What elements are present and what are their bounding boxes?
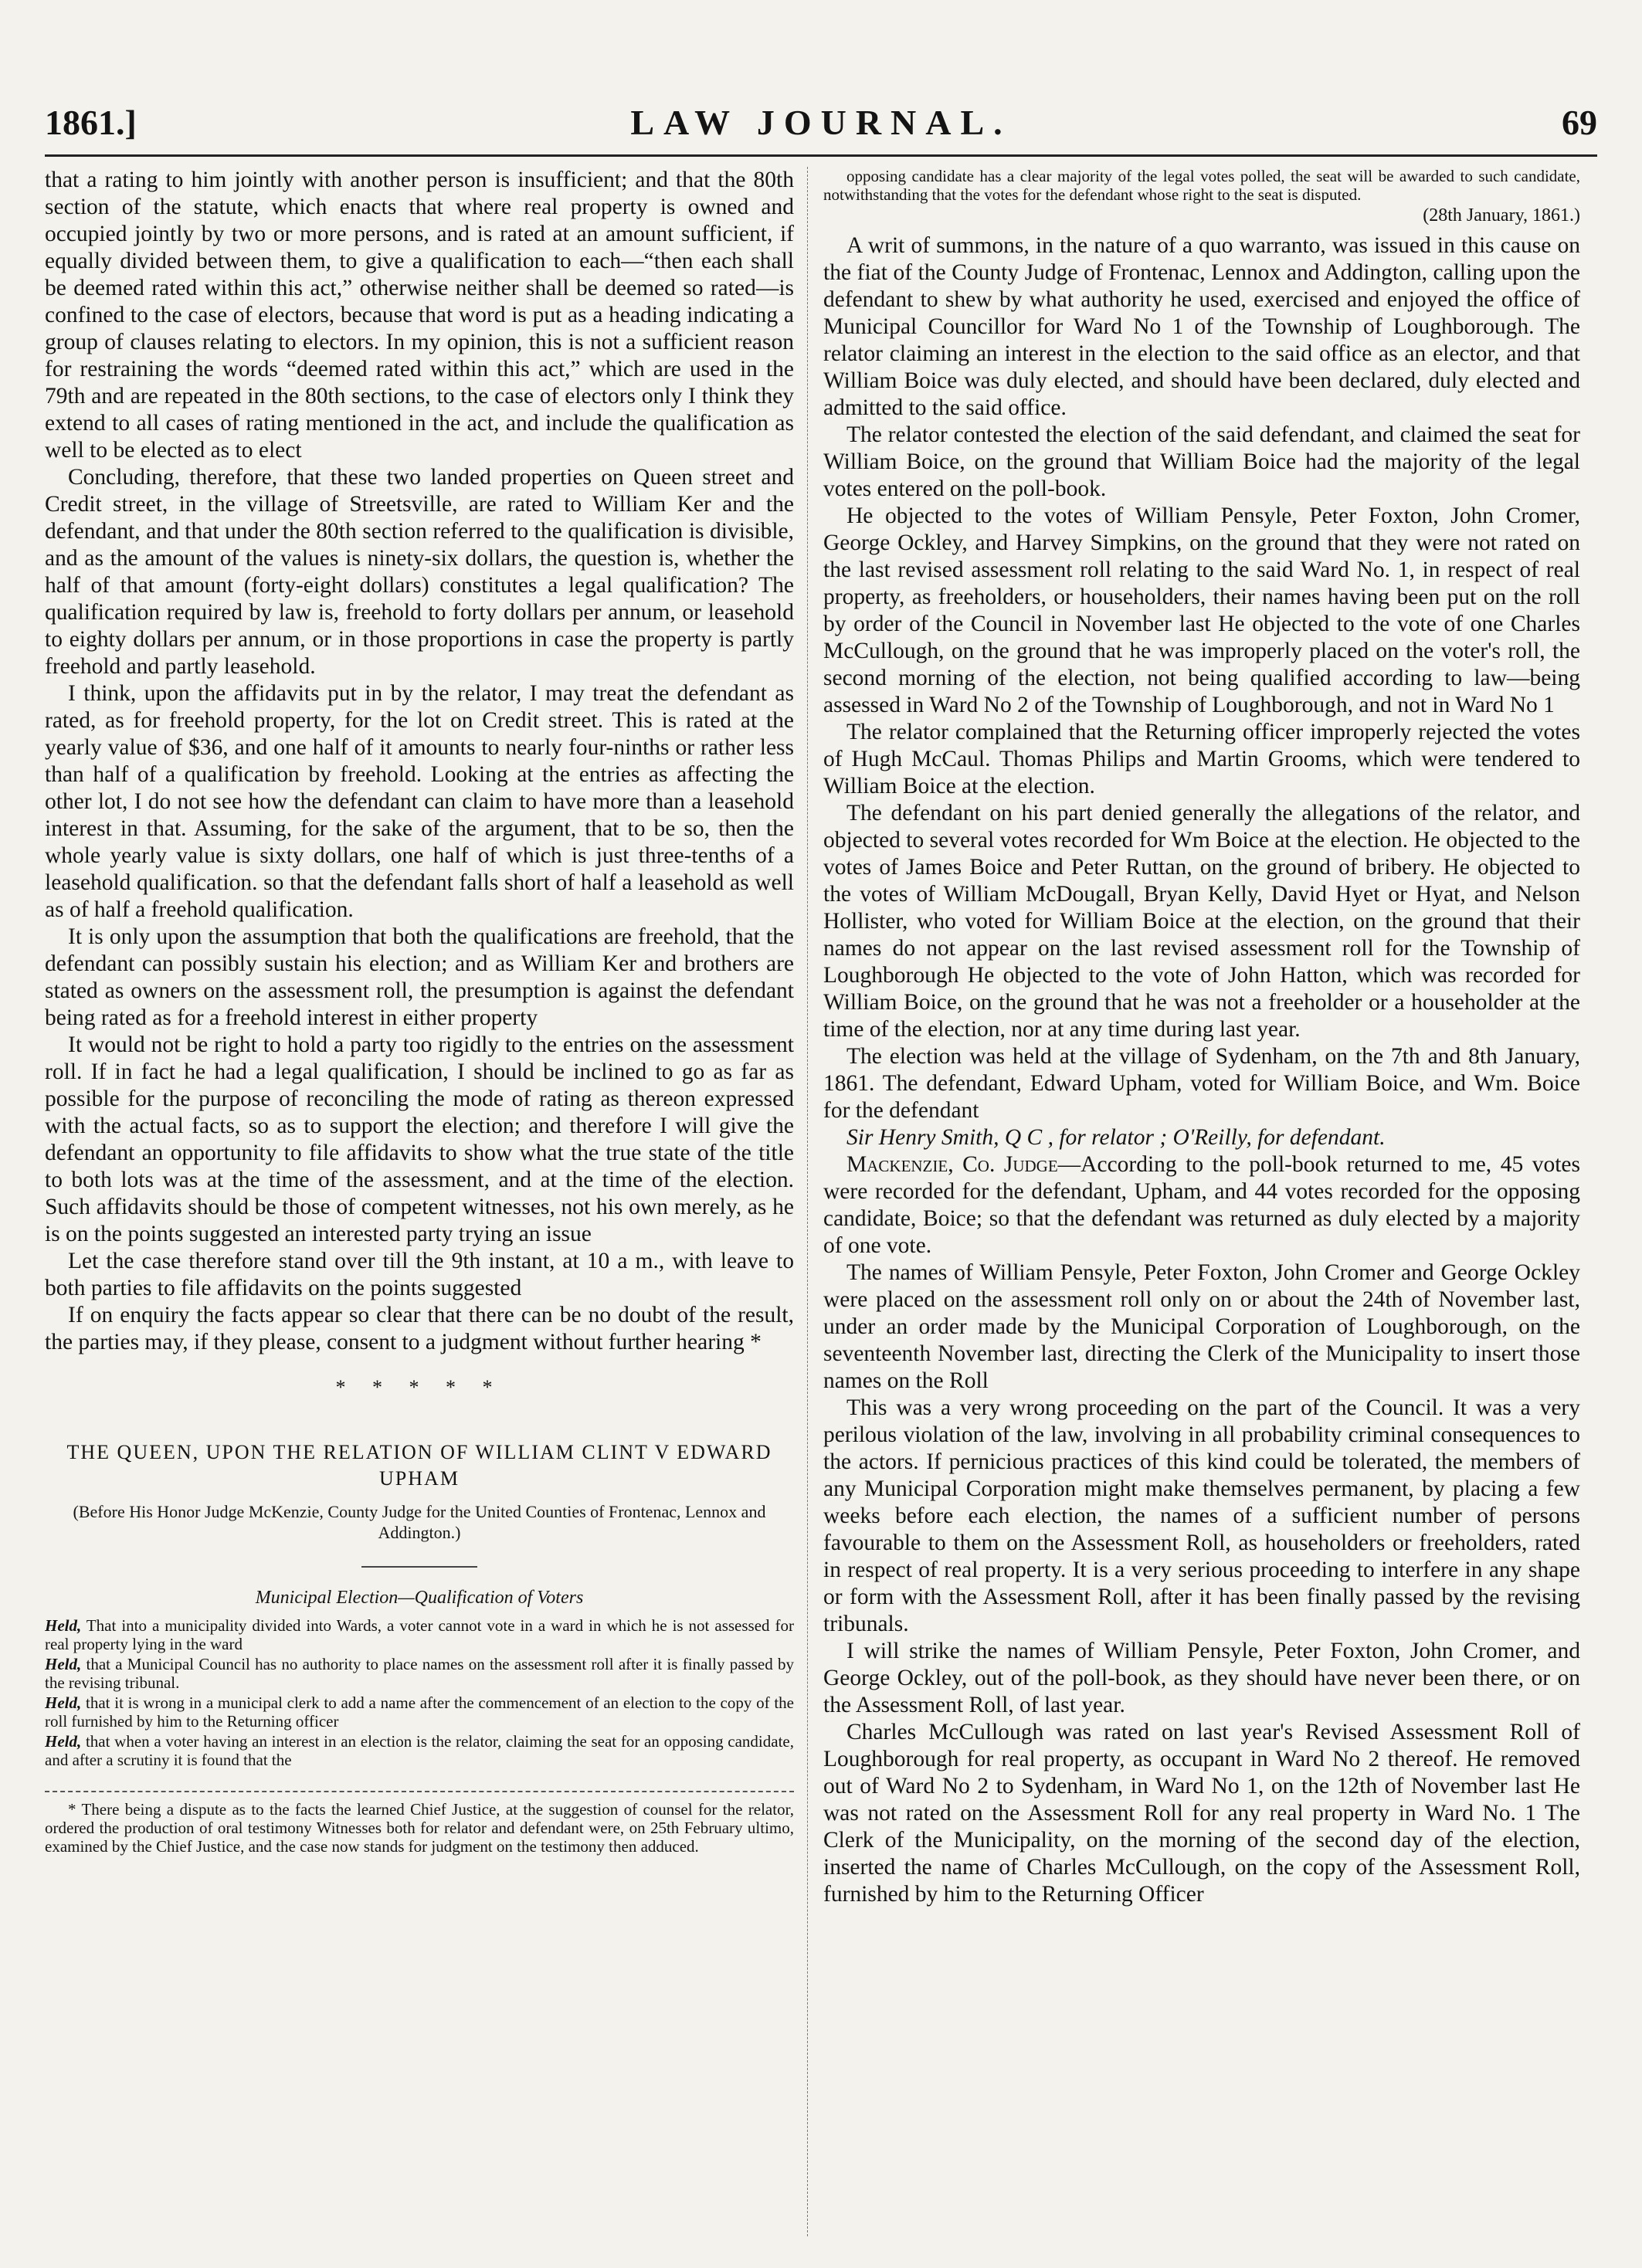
short-rule [361, 1566, 477, 1568]
footnote-rule [45, 1791, 794, 1792]
paragraph: The defendant on his part denied generally the allegations of the relator, and objected to several votes recorded for Wm Boice at the election. He objected to the votes of James Boice and Peter Ruttan, on the ground of bribery. He objected to the votes of William McDougall, Bryan Kelly, David Hyet or Hyat, and Nelson Hollister, who voted for William Boice at the election, on the ground that their names do not appear on the last revised assessment roll for the Township of Loughborough He objected to the vote of John Hatton, which was recorded for William Boice, on the ground that he was not a freeholder or a householder at the time of the election, nor at any time during last year. [823, 801, 1580, 1042]
headnote-continuation [823, 167, 1580, 204]
paragraph: Charles McCullough was rated on last year's Revised Assessment Roll of Loughborough for real property, as occupant in Ward No 2 thereof. He removed out of Ward No 2 to Sydenham, in Ward No 1, on the 12th of November last He was not rated on the Assessment Roll for any real property in Ward No. 1 The Clerk of the Municipality, on the morning of the second day of the election, inserted the name of Charles McCullough, on the copy of the Assessment Roll, furnished by him to the Returning Officer [823, 1720, 1580, 1907]
held-keyword: Held, [45, 1616, 82, 1635]
headnote-list [45, 1616, 794, 1769]
paragraph: The relator complained that the Returning officer improperly rejected the votes of Hugh McCaul. Thomas Philips and Martin Grooms, which were tendered to William Boice at the election. [823, 720, 1580, 798]
paragraph: The relator contested the election of the said defendant, and claimed the seat for William Boice, on the ground that William Boice had the majority of the legal votes entered on the poll-book. [823, 422, 1580, 501]
footnote [45, 1800, 794, 1856]
paragraph: A writ of summons, in the nature of a quo warranto, was issued in this cause on the fiat of the County Judge of Frontenac, Lennox and Addington, calling upon the defendant to shew by what authority he used, exercised and enjoyed the office of Municipal Councillor for Ward No 1 of the Township of Loughborough. The relator claiming an interest in the election to the said office as an elector, and that William Boice was duly elected, and should have been declared, duly elected and admitted to the said office. [823, 233, 1580, 420]
paragraph: The names of William Pensyle, Peter Foxton, John Cromer and George Ockley were placed on the assessment roll only on or about the 24th of November last, under an order made by the Municipal Corporation of Loughborough, on the seventeenth November last, directing the Clerk of the Municipality to insert those names on the Roll [823, 1260, 1580, 1393]
paragraph: It is only upon the assumption that both the qualifications are freehold, that the defendant can possibly sustain his election; and as William Ker and brothers are stated as owners on the assessment roll, the presumption is against the defendant being rated as for a freehold interest in either property [45, 924, 794, 1030]
paragraph: Concluding, therefore, that these two landed properties on Queen street and Credit street, in the village of Streetsville, are rated to William Ker and the defendant, and that under the 80th section referred to the qualification is divisible, and as the amount of the values is ninety-six dollars, the question is, whether the half of that amount (forty-eight dollars) constitutes a legal qualification? The qualification required by law is, freehold to forty dollars per annum, or leasehold to eighty dollars per annum, or in those proportions in case the property is partly freehold and partly leasehold. [45, 465, 794, 679]
right-column [823, 167, 1580, 2252]
held-text: That into a municipality divided into Wards, a voter cannot vote in a ward in which he is not assessed for real property lying in the ward [45, 1616, 794, 1653]
paragraph: If on enquiry the facts appear so clear that there can be no doubt of the result, the parties may, if they please, consent to a judgment without further hearing * [45, 1303, 794, 1354]
held-keyword: Held, [45, 1655, 82, 1673]
judgment-opening [823, 1151, 1580, 1259]
headnote-item [45, 1693, 794, 1731]
header-rule [45, 154, 1597, 157]
held-text: that it is wrong in a municipal clerk to add a name after the commencement of an election to the copy of the roll furnished by him to the Returning officer [45, 1693, 794, 1731]
section-separator: * * * * * [335, 1376, 504, 1398]
column-divider [807, 167, 808, 2236]
held-text: that when a voter having an interest in an election is the relator, claiming the seat for an opposing candidate, and after a scrutiny it is found that the [45, 1732, 794, 1769]
journal-title: LAW JOURNAL. [630, 103, 1012, 142]
running-header [45, 102, 1597, 148]
paragraph: Let the case therefore stand over till the 9th instant, at 10 a m., with leave to both parties to file affidavits on the points suggested [45, 1249, 794, 1300]
case-title: THE QUEEN, UPON THE RELATION OF WILLIAM CLINT V EDWARD UPHAM [66, 1441, 772, 1490]
decision-date: (28th January, 1861.) [1423, 205, 1580, 225]
paragraph: He objected to the votes of William Pensyle, Peter Foxton, John Cromer, George Ockley, and Harvey Simpkins, on the ground that they were not rated on the last revised assessment roll relating to the said Ward No. 1, in respect of real property, as freeholders, or householders, their names having been put on the roll by order of the Council in November last He objected to the vote of one Charles McCullough, on the ground that he was improperly placed on the voter's roll, the second morning of the election, not being qualified according to law—being assessed in Ward No 2 of the Township of Loughborough, and not in Ward No 1 [823, 503, 1580, 717]
paragraph: I will strike the names of William Pensyle, Peter Foxton, John Cromer, and George Ockley, out of the poll-book, as they should have never been there, or on the Assessment Roll, of last year. [823, 1639, 1580, 1717]
headnote-item [45, 1616, 794, 1653]
footnote-text: * There being a dispute as to the facts the learned Chief Justice, at the suggestion of counsel for the relator, ordered the production of oral testimony Witnesses both for relator and defendant were, on 25th February ultimo, examined by the Chief Justice, and the case now stands for judgment on the testimony then adduced. [45, 1800, 794, 1856]
paragraph: It would not be right to hold a party too rigidly to the entries on the assessment roll. If in fact he had a legal qualification, I should be inclined to go as far as possible for the purpose of reconciling the mode of rating as thereon expressed with the actual facts, so as to support the election; and therefore I will give the defendant an opportunity to file affidavits to show what the true state of the title to both lots was at the time of the assessment, and at the time of the election. Such affidavits should be those of competent witnesses, not his own merely, as he is on the points suggested an interested party trying an issue [45, 1032, 794, 1246]
court-line: (Before His Honor Judge McKenzie, County Judge for the United Counties of Frontenac, Lennox and Addington.) [73, 1502, 766, 1542]
left-column [45, 167, 794, 2252]
paragraph: I think, upon the affidavits put in by the relator, I may treat the defendant as rated, as for freehold property, for the lot on Credit street. This is rated at the yearly value of $36, and one half of it amounts to nearly four-ninths or rather less than half of a qualification by freehold. Looking at the entries as affecting the other lot, I do not see how the defendant can claim to have more than a leasehold interest in that. Assuming, for the sake of the argument, that to be so, then the whole yearly value is sixty dollars, one half of which is just three-tenths of a leasehold qualification. so that the defendant falls short of half a leasehold as well as of half a freehold qualification. [45, 681, 794, 922]
counsel-line: Sir Henry Smith, Q C , for relator ; O'Reilly, for defendant. [846, 1125, 1386, 1150]
paragraph: that a rating to him jointly with another person is insufficient; and that the 80th section of the statute, which enacts that where real property is owned and occupied jointly by two or more persons, and is rated at an amount sufficient, if equally divided between them, to give a qualification to each—“then each shall be deemed rated within this act,” otherwise neither shall be deemed so rated—is confined to the case of electors, because that word is put as a heading indicating a group of clauses relating to electors. In my opinion, this is not a sufficient reason for restraining the words “deemed rated within this act,” which are used in the 79th and are repeated in the 80th sections, to the case of electors only I think they extend to all cases of rating mentioned in the act, and include the qualification as well to be elected as to elect [45, 168, 794, 463]
judgment-text: —According to the poll-book returned to me, 45 votes were recorded for the defendant, Upham, and 44 votes recorded for the opposing candidate, Boice; so that the defendant was returned as duly elected by a majority of one vote. [823, 1152, 1580, 1258]
judge-name: Mackenzie, Co. Judge [846, 1152, 1058, 1177]
headnote-item [45, 1655, 794, 1692]
paragraph: This was a very wrong proceeding on the part of the Council. It was a very perilous violation of the law, involving in all probability criminal consequences to the actors. If pernicious practices of this kind could be tolerated, the members of any Municipal Corporation might make themselves permanent, by placing a few weeks before each election, the names of a sufficient number of persons favourable to them on the Assessment Roll, as householders or freeholders, rated in respect of real property. It is a very serious proceeding to interfere in any shape or form with the Assessment Roll, after it has been finally passed by the revising tribunals. [823, 1395, 1580, 1636]
header-year: 1861.] [45, 103, 137, 142]
headnote-title: Municipal Election—Qualification of Voters [255, 1588, 584, 1608]
page-number: 69 [1562, 103, 1597, 142]
held-text: opposing candidate has a clear majority of the legal votes polled, the seat will be awarded to such candidate, notwithstanding that the votes for the defendant whose right to the seat is disputed. [823, 167, 1580, 204]
paragraph: The election was held at the village of Sydenham, on the 7th and 8th January, 1861. The defendant, Edward Upham, voted for William Boice, and Wm. Boice for the defendant [823, 1044, 1580, 1123]
held-text: that a Municipal Council has no authority to place names on the assessment roll after it is finally passed by the revising tribunal. [45, 1655, 794, 1692]
held-keyword: Held, [45, 1693, 82, 1712]
headnote-item [45, 1732, 794, 1769]
held-keyword: Held, [45, 1732, 82, 1751]
